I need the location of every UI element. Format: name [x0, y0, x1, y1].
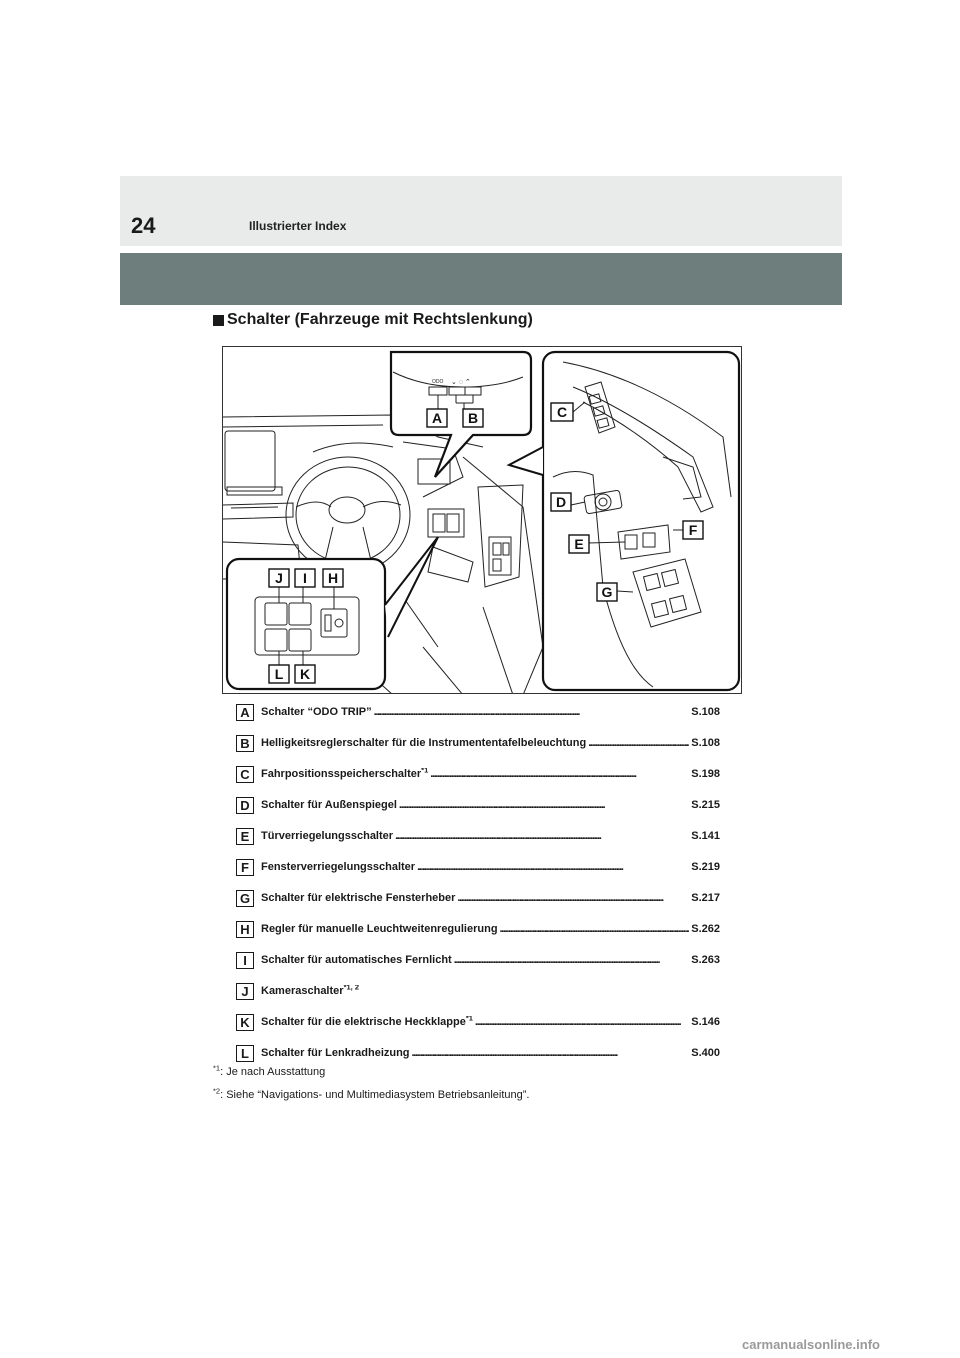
leader-dots [374, 706, 690, 718]
page-reference: S.108 [691, 737, 720, 749]
switch-location-illustration [222, 346, 742, 694]
svg-text:L: L [274, 666, 284, 682]
legend-letter: I [236, 952, 254, 969]
svg-text:E: E [574, 536, 584, 552]
section-title [213, 311, 533, 329]
leader-dots [588, 737, 689, 749]
legend-letter: E [236, 828, 254, 845]
watermark-text: carmanualsonline.info [742, 1337, 880, 1352]
callout-e [569, 535, 589, 553]
bullet-square-icon [213, 315, 224, 326]
svg-text:I: I [303, 570, 307, 586]
page-reference: S.146 [691, 1016, 720, 1028]
legend-letter: B [236, 735, 254, 752]
legend-item [236, 919, 720, 939]
leader-dots [500, 923, 690, 935]
leader-dots [454, 954, 690, 966]
legend-item [236, 857, 720, 877]
leader-dots [412, 1047, 690, 1059]
page-reference: S.219 [691, 861, 720, 873]
callout-c [551, 403, 573, 421]
legend-item [236, 1012, 720, 1032]
leader-dots [417, 861, 689, 873]
svg-text:⌄ ◌ ⌃: ⌄ ◌ ⌃ [451, 379, 471, 386]
legend-item [236, 1043, 720, 1063]
leader-dots [457, 892, 689, 904]
callout-b [463, 409, 483, 427]
svg-text:C: C [556, 404, 568, 420]
legend-letter: J [236, 983, 254, 1000]
callout-j [269, 569, 289, 587]
svg-text:B: B [467, 410, 479, 426]
legend-label: Fahrpositionsspeicherschalter$^{*1}$ [261, 768, 429, 780]
legend-letter: K [236, 1014, 254, 1031]
leader-dots [399, 799, 689, 811]
legend-item [236, 950, 720, 970]
legend-label: Türverriegelungsschalter [261, 830, 394, 842]
header-band [120, 253, 842, 305]
chapter-title: Illustrierter Index [249, 219, 347, 233]
legend-letter: H [236, 921, 254, 938]
leader-dots [475, 1016, 689, 1028]
page-number: 24 [131, 213, 156, 238]
legend-label: Schalter für elektrische Fensterheber [261, 892, 456, 904]
callout-k [295, 665, 315, 683]
legend-label: Fensterverriegelungsschalter [261, 861, 416, 873]
callout-g [597, 583, 617, 601]
svg-text:J: J [275, 570, 283, 586]
svg-text:K: K [299, 666, 311, 682]
legend-label: Helligkeitsreglerschalter für die Instrumententafelbeleuchtung [261, 737, 587, 749]
legend-letter: A [236, 704, 254, 721]
section-title-text: Schalter (Fahrzeuge mit Rechtslenkung) [227, 311, 533, 328]
legend-letter: L [236, 1045, 254, 1062]
svg-text:F: F [688, 522, 698, 538]
svg-text:D: D [555, 494, 567, 510]
legend-letter: F [236, 859, 254, 876]
callout-f [683, 521, 703, 539]
leader-dots [430, 768, 689, 780]
page-reference: S.215 [691, 799, 720, 811]
legend-item [236, 733, 720, 753]
legend-letter: D [236, 797, 254, 814]
legend-label: Schalter “ODO TRIP” [261, 706, 372, 718]
callout-i [295, 569, 315, 587]
page-reference: S.217 [691, 892, 720, 904]
callout-h [323, 569, 343, 587]
callout-d [551, 493, 571, 511]
page-reference: S.198 [691, 768, 720, 780]
footnote-2: $^{*2}$: Siehe “Navigations- und Multimediasystem Betriebsanleitung”. [213, 1086, 530, 1101]
callout-a [427, 409, 447, 427]
legend-label: Kameraschalter$^{*1, 2}$ [261, 985, 359, 997]
page-reference: S.141 [691, 830, 720, 842]
page-reference: S.400 [691, 1047, 720, 1059]
legend-item [236, 888, 720, 908]
page-reference: S.263 [691, 954, 720, 966]
legend-label: Schalter für Lenkradheizung [261, 1047, 410, 1059]
legend-label: Regler für manuelle Leuchtweitenregulierung [261, 923, 498, 935]
page-header [120, 176, 842, 246]
legend-item [236, 764, 720, 784]
leader-dots [395, 830, 689, 842]
legend-item [236, 826, 720, 846]
legend-letter: G [236, 890, 254, 907]
svg-text:ODO: ODO [432, 379, 444, 385]
legend-item [236, 981, 720, 1001]
legend-item [236, 795, 720, 815]
svg-text:A: A [431, 410, 443, 426]
callout-l [269, 665, 289, 683]
svg-text:H: H [327, 570, 339, 586]
legend-item [236, 702, 720, 722]
legend-letter: C [236, 766, 254, 783]
legend-label: Schalter für automatisches Fernlicht [261, 954, 452, 966]
footnote-1: $^{*1}$: Je nach Ausstattung [213, 1063, 326, 1078]
legend-label: Schalter für Außenspiegel [261, 799, 397, 811]
page-reference: S.108 [691, 706, 720, 718]
dashboard-drawing [223, 347, 742, 694]
svg-text:G: G [601, 584, 613, 600]
page-reference: S.262 [691, 923, 720, 935]
legend-label: Schalter für die elektrische Heckklappe$^{*1}$ [261, 1016, 473, 1028]
